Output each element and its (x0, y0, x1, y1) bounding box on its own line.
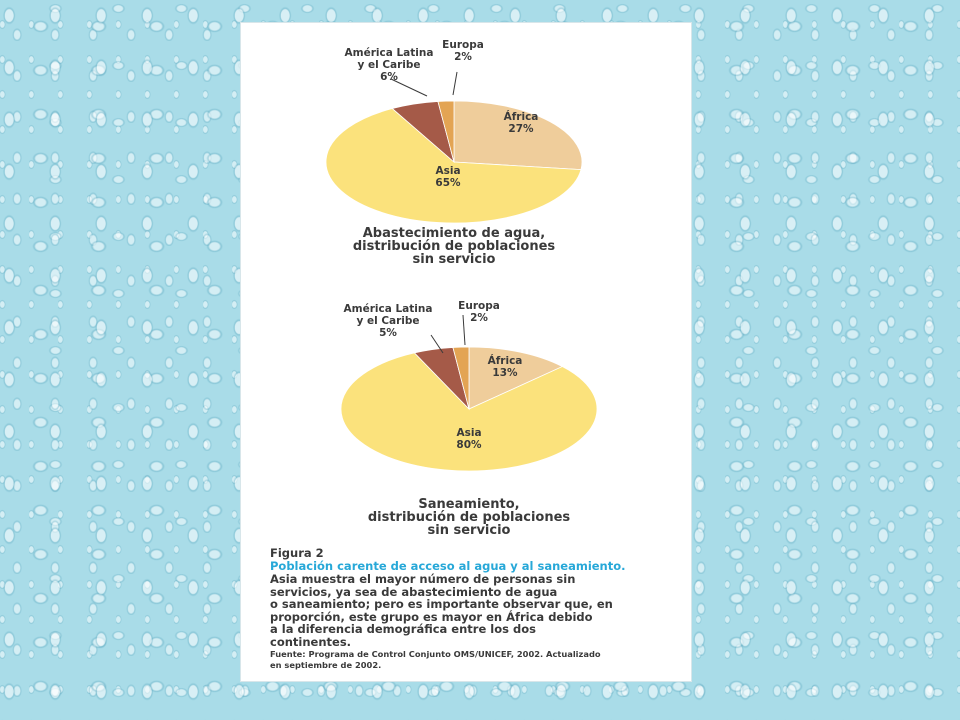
caption-body-line: o saneamiento; pero es importante observar que, en (270, 597, 613, 611)
slice-label: América Latina y el Caribe 5% (343, 303, 433, 339)
caption-body-line: servicios, ya sea de abastecimiento de agua (270, 584, 558, 599)
caption-source-line: Fuente: Programa de Control Conjunto OMS/UNICEF, 2002. Actualizado (270, 649, 601, 659)
slice-label: Europa 2% (442, 39, 484, 63)
leader-line (453, 72, 457, 95)
slice-label: Asia 80% (456, 427, 482, 451)
slice-label: Asia 65% (435, 165, 461, 189)
caption-body-line: a la diferencia demográfica entre los dos (270, 622, 536, 636)
charts-canvas (241, 23, 691, 543)
caption-body (270, 573, 690, 648)
figure-card (240, 22, 692, 682)
caption-body-line: proporción, este grupo es mayor en África debido (270, 609, 593, 624)
caption-body-line: Asia muestra el mayor número de personas sin (270, 572, 576, 586)
slice-label: África 13% (487, 355, 523, 379)
leader-line (463, 315, 465, 345)
caption-source-line: en septiembre de 2002. (270, 660, 382, 670)
slice-label: Europa 2% (458, 300, 500, 324)
caption-source (270, 649, 690, 671)
slice-label: América Latina y el Caribe 6% (344, 47, 434, 83)
pie-chart-title: Abastecimiento de agua, distribución de poblaciones sin servicio (352, 226, 556, 267)
slice-label: África 27% (503, 111, 539, 135)
pie-chart-title: Saneamiento, distribución de poblaciones sin servicio (367, 497, 571, 538)
caption-body-line: continentes. (270, 634, 352, 649)
caption-figure-label: Figura 2 (270, 546, 324, 560)
figure-caption (270, 547, 690, 671)
pie-chart-1 (326, 39, 582, 267)
pie-chart-2 (341, 300, 597, 538)
caption-title: Población carente de acceso al agua y al saneamiento. (270, 559, 626, 573)
